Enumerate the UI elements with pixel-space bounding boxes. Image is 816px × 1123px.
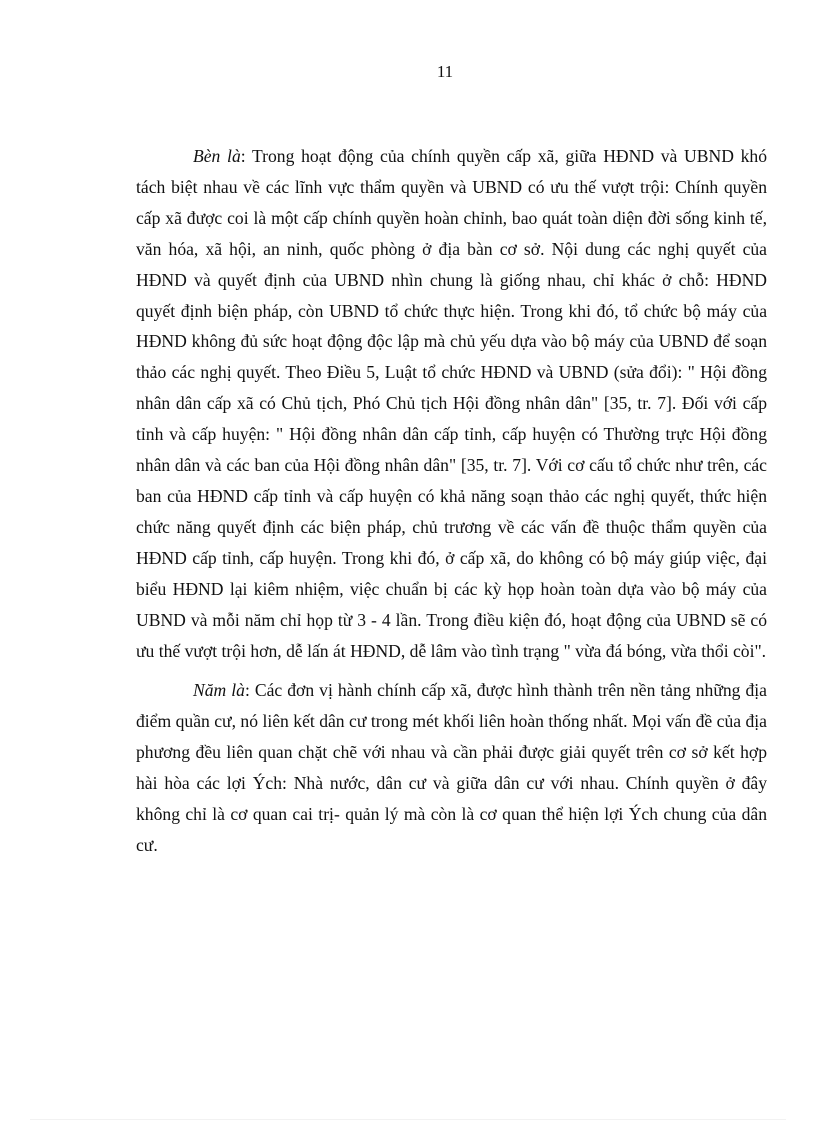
- paragraph-ben-la: [136, 141, 767, 666]
- page-bottom-divider: [30, 1119, 786, 1120]
- paragraph-text: : Các đơn vị hành chính cấp xã, được hình thành trên nền tảng những địa điểm quần cư, nó liên kết dân cư trong mét khối liên hoàn thống nhất. Mọi vấn đề của địa phương đều liên quan chặt chẽ với nhau và cần phải được giải quyết trên cơ sở kết hợp hài hòa các lợi Ých: Nhà nước, dân cư và giữa dân cư với nhau. Chính quyền ở đây không chỉ là cơ quan cai trị- quản lý mà còn là cơ quan thể hiện lợi Ých chung của dân cư.: [136, 680, 767, 855]
- paragraph-lead: Năm là: [193, 680, 245, 701]
- page-number: 11: [436, 62, 454, 81]
- paragraph-text: : Trong hoạt động của chính quyền cấp xã, giữa HĐND và UBND khó tách biệt nhau về các lĩnh vực thẩm quyền và UBND có ưu thế vượt trội: Chính quyền cấp xã được coi là một cấp chính quyền hoàn chỉnh, bao quát toàn diện đời sống kinh tế, văn hóa, xã hội, an ninh, quốc phòng ở địa bàn cơ sở. Nội dung các nghị quyết của HĐND và quyết định của UBND nhìn chung là giống nhau, chỉ khác ở chỗ: HĐND quyết định biện pháp, còn UBND tổ chức thực hiện. Trong khi đó, tổ chức bộ máy của HĐND không đủ sức hoạt động độc lập mà chủ yếu dựa vào bộ máy của UBND để soạn thảo các nghị quyết. Theo Điều 5, Luật tổ chức HĐND và UBND (sửa đổi): " Hội đồng nhân dân cấp xã có Chủ tịch, Phó Chủ tịch Hội đồng nhân dân" [35, tr. 7]. Đối với cấp tỉnh và cấp huyện: " Hội đồng nhân dân cấp tỉnh, cấp huyện có Thường trực Hội đồng nhân dân và các ban của Hội đồng nhân dân" [35, tr. 7]. Với cơ cấu tổ chức như trên, các ban của HĐND cấp tỉnh và cấp huyện có khả năng soạn thảo các nghị quyết, thức hiện chức năng quyết định các biện pháp, chủ trương về các vấn đề thuộc thẩm quyền của HĐND cấp tỉnh, cấp huyện. Trong khi đó, ở cấp xã, do không có bộ máy giúp việc, đại biểu HĐND lại kiêm nhiệm, việc chuẩn bị các kỳ họp hoàn toàn dựa vào bộ máy của UBND và mỗi năm chỉ họp từ 3 - 4 lần. Trong điều kiện đó, hoạt động của UBND sẽ có ưu thế vượt trội hơn, dễ lấn át HĐND, dễ lâm vào tình trạng " vừa đá bóng, vừa thổi còi".: [136, 146, 767, 661]
- body-text: [136, 141, 767, 861]
- paragraph-lead: Bèn là: [193, 146, 241, 166]
- paragraph-nam-la: [136, 675, 767, 860]
